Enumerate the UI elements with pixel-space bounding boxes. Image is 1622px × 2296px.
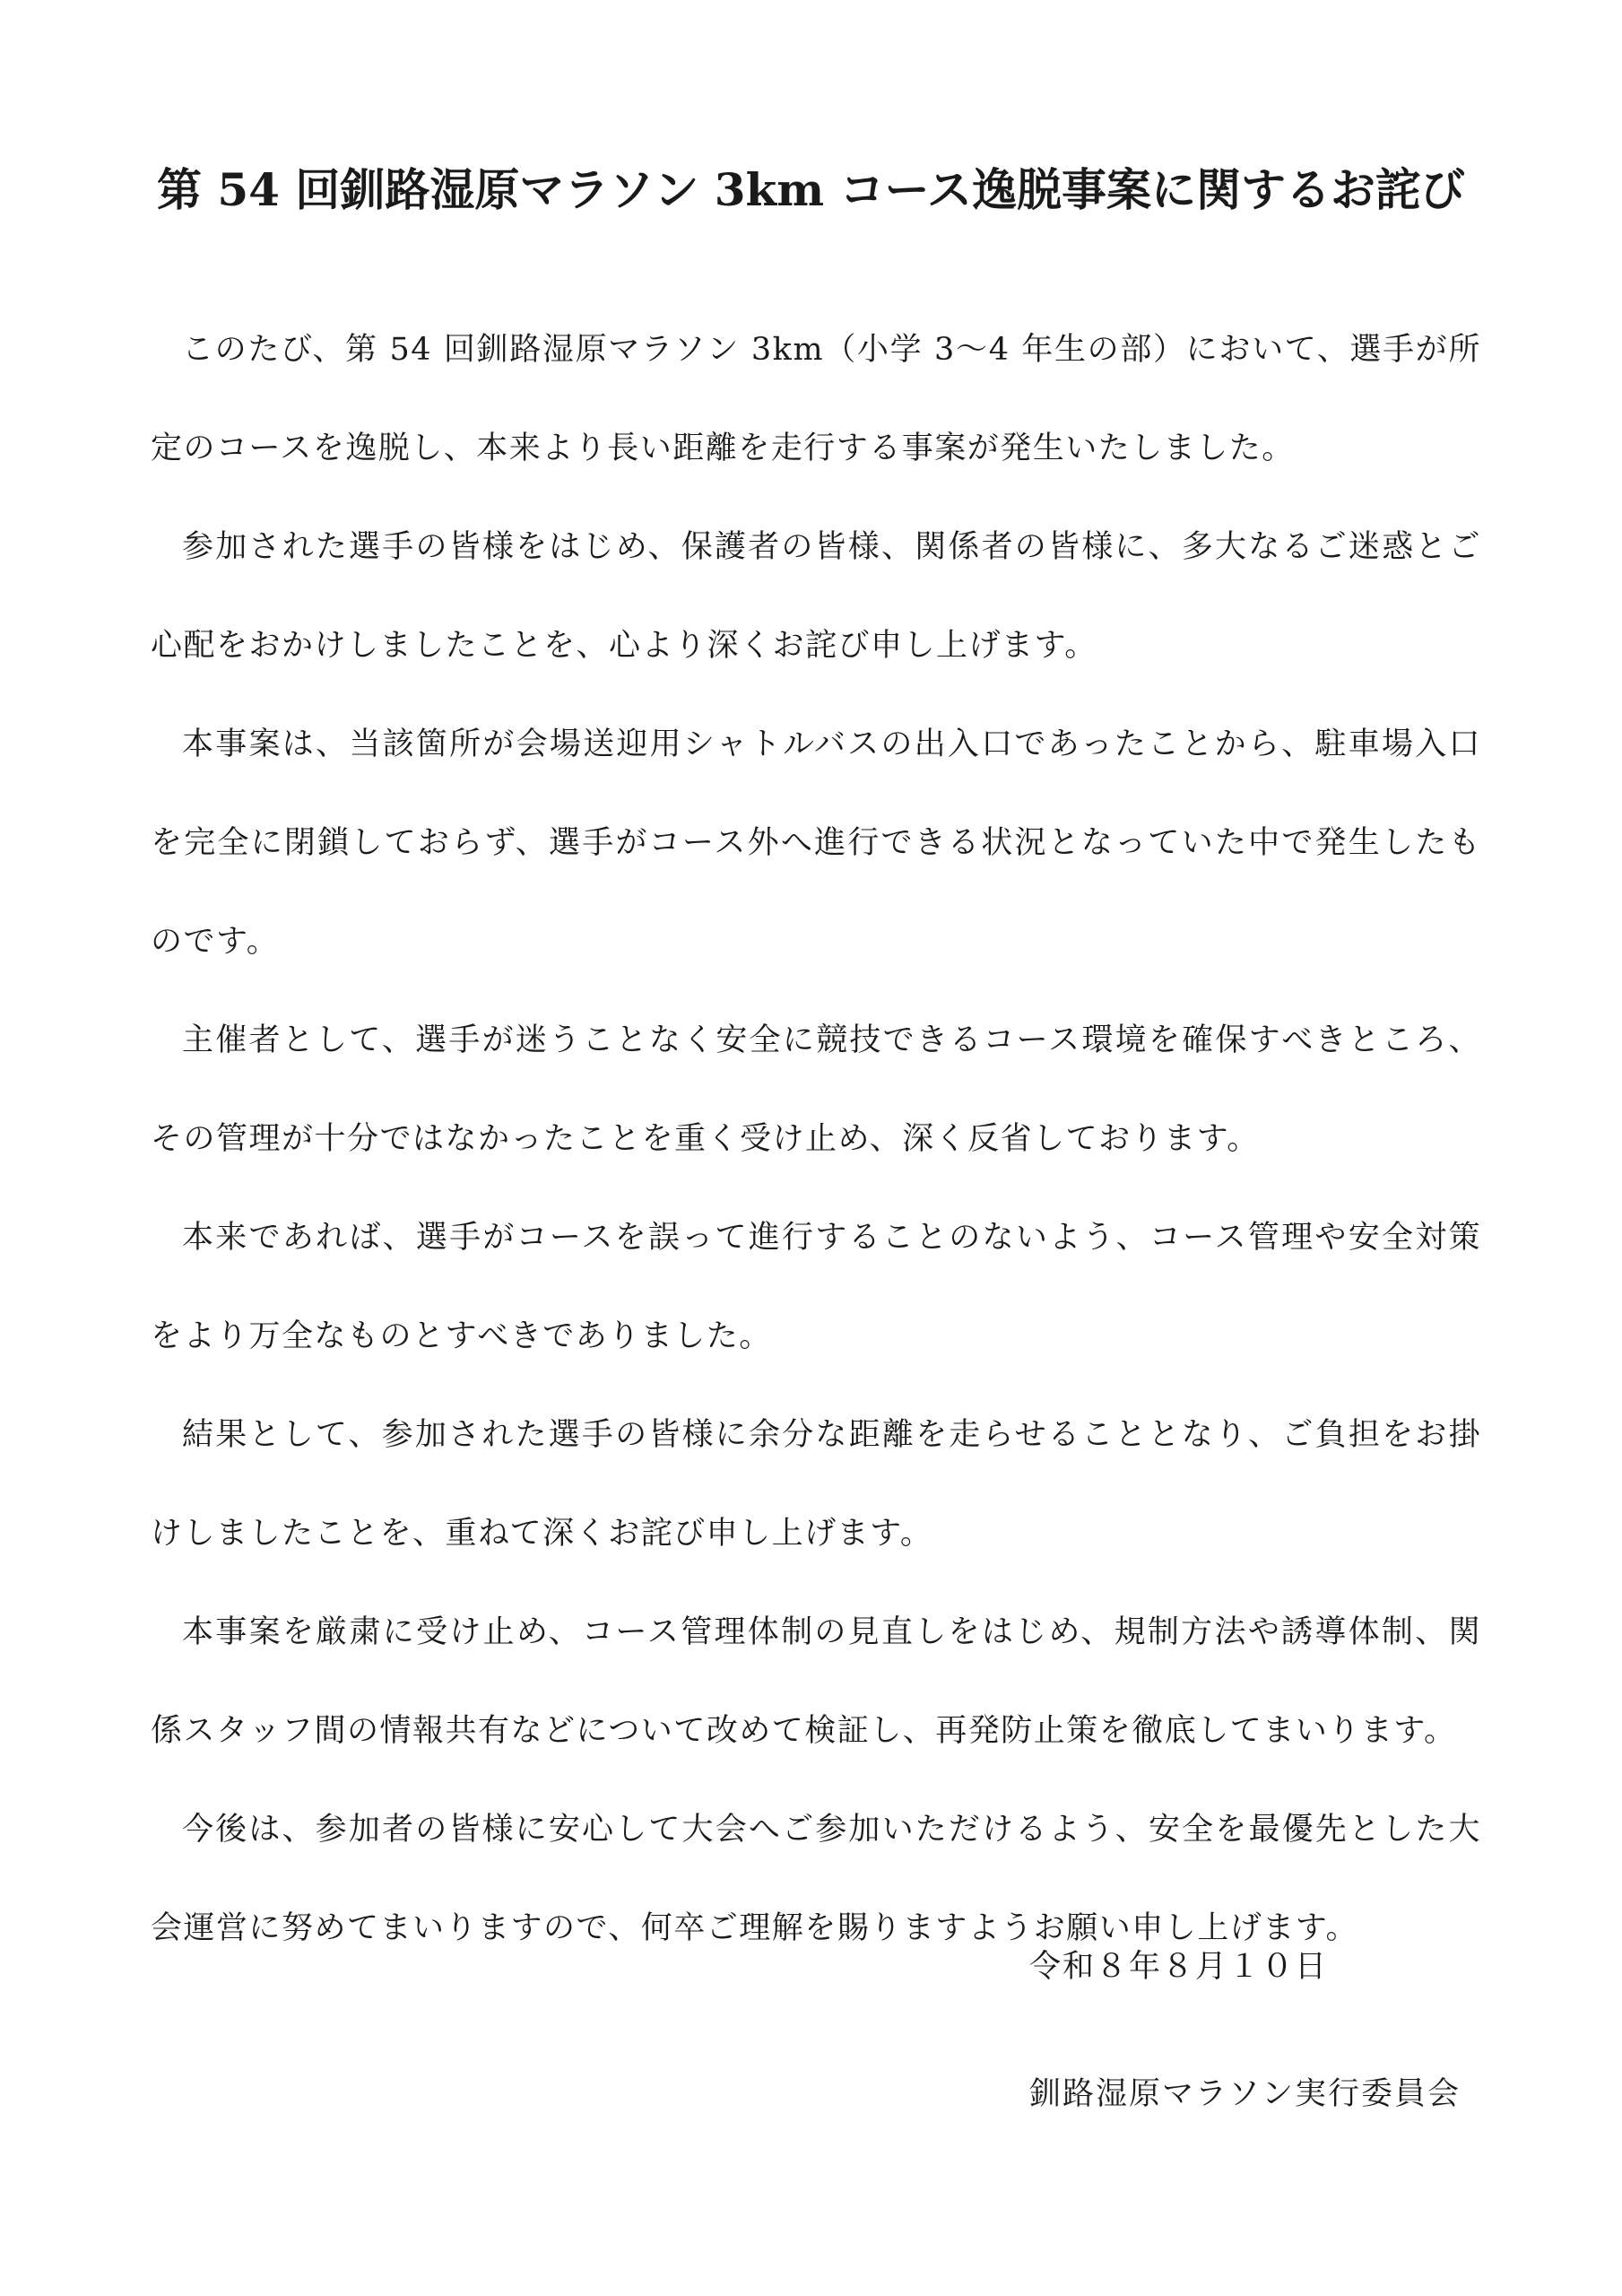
document-organization: 釧路湿原マラソン実行委員会	[1029, 2076, 1462, 2112]
document-title: 第 54 回釧路湿原マラソン 3km コース逸脱事案に関するお詫び	[156, 163, 1466, 216]
paragraph-result: 結果として、参加された選手の皆様に余分な距離を走らせることとなり、ご負担をお掛けしましたことを、重ねて深くお詫び申し上げます。	[151, 1417, 1481, 1552]
paragraph-incident: このたび、第 54 回釧路湿原マラソン 3km（小学 3〜4 年生の部）において、選手が所定のコースを逸脱し、本来より長い距離を走行する事案が発生いたしました。	[151, 332, 1481, 466]
paragraph-should-have: 本来であれば、選手がコースを誤って進行することのないよう、コース管理や安全対策をより万全なものとすべきでありました。	[151, 1220, 1481, 1354]
paragraph-responsibility: 主催者として、選手が迷うことなく安全に競技できるコース環境を確保すべきところ、その管理が十分ではなかったことを重く受け止め、深く反省しております。	[151, 1022, 1481, 1157]
paragraph-future: 今後は、参加者の皆様に安心して大会へご参加いただけるよう、安全を最優先とした大会運営に努めてまいりますので、何卒ご理解を賜りますようお願い申し上げます。	[151, 1812, 1481, 1946]
paragraph-prevention: 本事案を厳粛に受け止め、コース管理体制の見直しをはじめ、規制方法や誘導体制、関係スタッフ間の情報共有などについて改めて検証し、再発防止策を徹底してまいります。	[151, 1614, 1481, 1749]
paragraph-cause: 本事案は、当該箇所が会場送迎用シャトルバスの出入口であったことから、駐車場入口を完全に閉鎖しておらず、選手がコース外へ進行できる状況となっていた中で発生したものです。	[151, 726, 1481, 960]
paragraph-apology: 参加された選手の皆様をはじめ、保護者の皆様、関係者の皆様に、多大なるご迷惑とご心配をおかけしましたことを、心より深くお詫び申し上げます。	[151, 529, 1481, 664]
document-body	[151, 300, 1481, 1978]
document-date: 令和８年８月１０日	[1029, 1949, 1329, 1985]
